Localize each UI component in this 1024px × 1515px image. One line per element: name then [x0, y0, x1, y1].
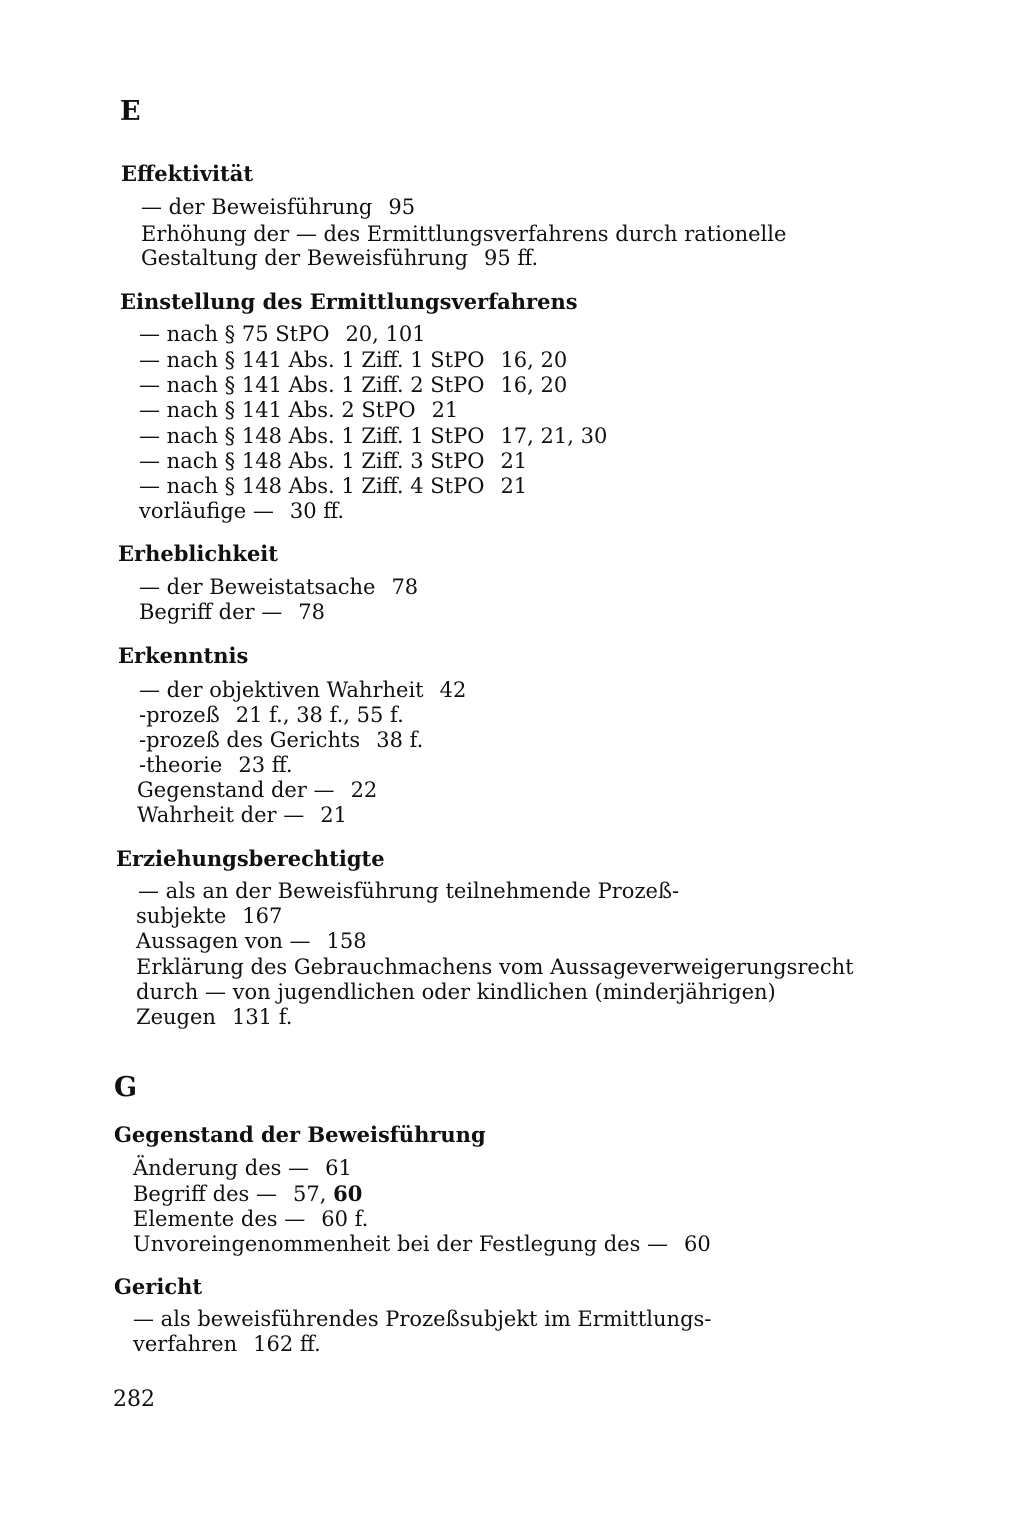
entry-line: -prozeß 21 f., 38 f., 55 f. [139, 703, 404, 727]
entry-line: Unvoreingenommenheit bei der Festlegung des — 60 [133, 1232, 711, 1256]
entry-line: vorläufige — 30 ff. [139, 499, 345, 523]
entry-line: Gegenstand der — 22 [137, 778, 378, 802]
entry-heading: Effektivität [121, 161, 254, 186]
entry-heading: Erheblichkeit [118, 541, 278, 566]
entry-line: Gestaltung der Beweisführung 95 ff. [141, 246, 539, 270]
entry-line: -theorie 23 ff. [139, 753, 293, 777]
entry-line: Elemente des — 60 f. [133, 1207, 369, 1231]
entry-line: — nach § 141 Abs. 2 StPO 21 [139, 398, 459, 422]
entry-heading: Gericht [114, 1274, 203, 1299]
entry-line: Wahrheit der — 21 [137, 803, 347, 827]
section-letter-g: G [114, 1072, 138, 1103]
entry-heading: Einstellung des Ermittlungsverfahrens [120, 289, 578, 314]
entry-line: Erklärung des Gebrauchmachens vom Aussageverweigerungsrecht [136, 955, 854, 979]
entry-line: — nach § 141 Abs. 1 Ziff. 2 StPO 16, 20 [139, 373, 568, 397]
section-letter-e: E [120, 96, 141, 127]
entry-line: -prozeß des Gerichts 38 f. [139, 728, 424, 752]
entry-line: — nach § 148 Abs. 1 Ziff. 4 StPO 21 [139, 474, 528, 498]
entry-line: Änderung des — 61 [133, 1156, 352, 1180]
entry-line: — als an der Beweisführung teilnehmende Prozeß- [138, 879, 680, 903]
entry-line: — der Beweistatsache 78 [139, 575, 419, 599]
entry-line: — der objektiven Wahrheit 42 [139, 678, 467, 702]
entry-line: Aussagen von — 158 [136, 929, 367, 953]
entry-line: — nach § 141 Abs. 1 Ziff. 1 StPO 16, 20 [139, 348, 568, 372]
entry-line: — nach § 148 Abs. 1 Ziff. 3 StPO 21 [139, 449, 528, 473]
entry-heading: Gegenstand der Beweisführung [114, 1122, 486, 1147]
entry-line: — als beweisführendes Prozeßsubjekt im Ermittlungs- [133, 1307, 712, 1331]
entry-heading: Erkenntnis [118, 643, 249, 668]
entry-line: Erhöhung der — des Ermittlungsverfahrens durch rationelle [141, 222, 787, 246]
entry-line: — nach § 148 Abs. 1 Ziff. 1 StPO 17, 21, 30 [139, 424, 608, 448]
entry-line: Zeugen 131 f. [136, 1005, 293, 1029]
entry-line: — der Beweisführung 95 [141, 195, 416, 219]
entry-line: verfahren 162 ff. [133, 1332, 321, 1356]
entry-heading: Erziehungsberechtigte [116, 846, 385, 871]
entry-line: Begriff der — 78 [139, 600, 325, 624]
entry-line: Begriff des — 57, 60 [133, 1181, 363, 1206]
entry-line: durch — von jugendlichen oder kindlichen (minderjährigen) [136, 980, 776, 1004]
page-number: 282 [113, 1387, 155, 1412]
entry-line: — nach § 75 StPO 20, 101 [139, 322, 426, 346]
entry-line: subjekte 167 [136, 904, 283, 928]
